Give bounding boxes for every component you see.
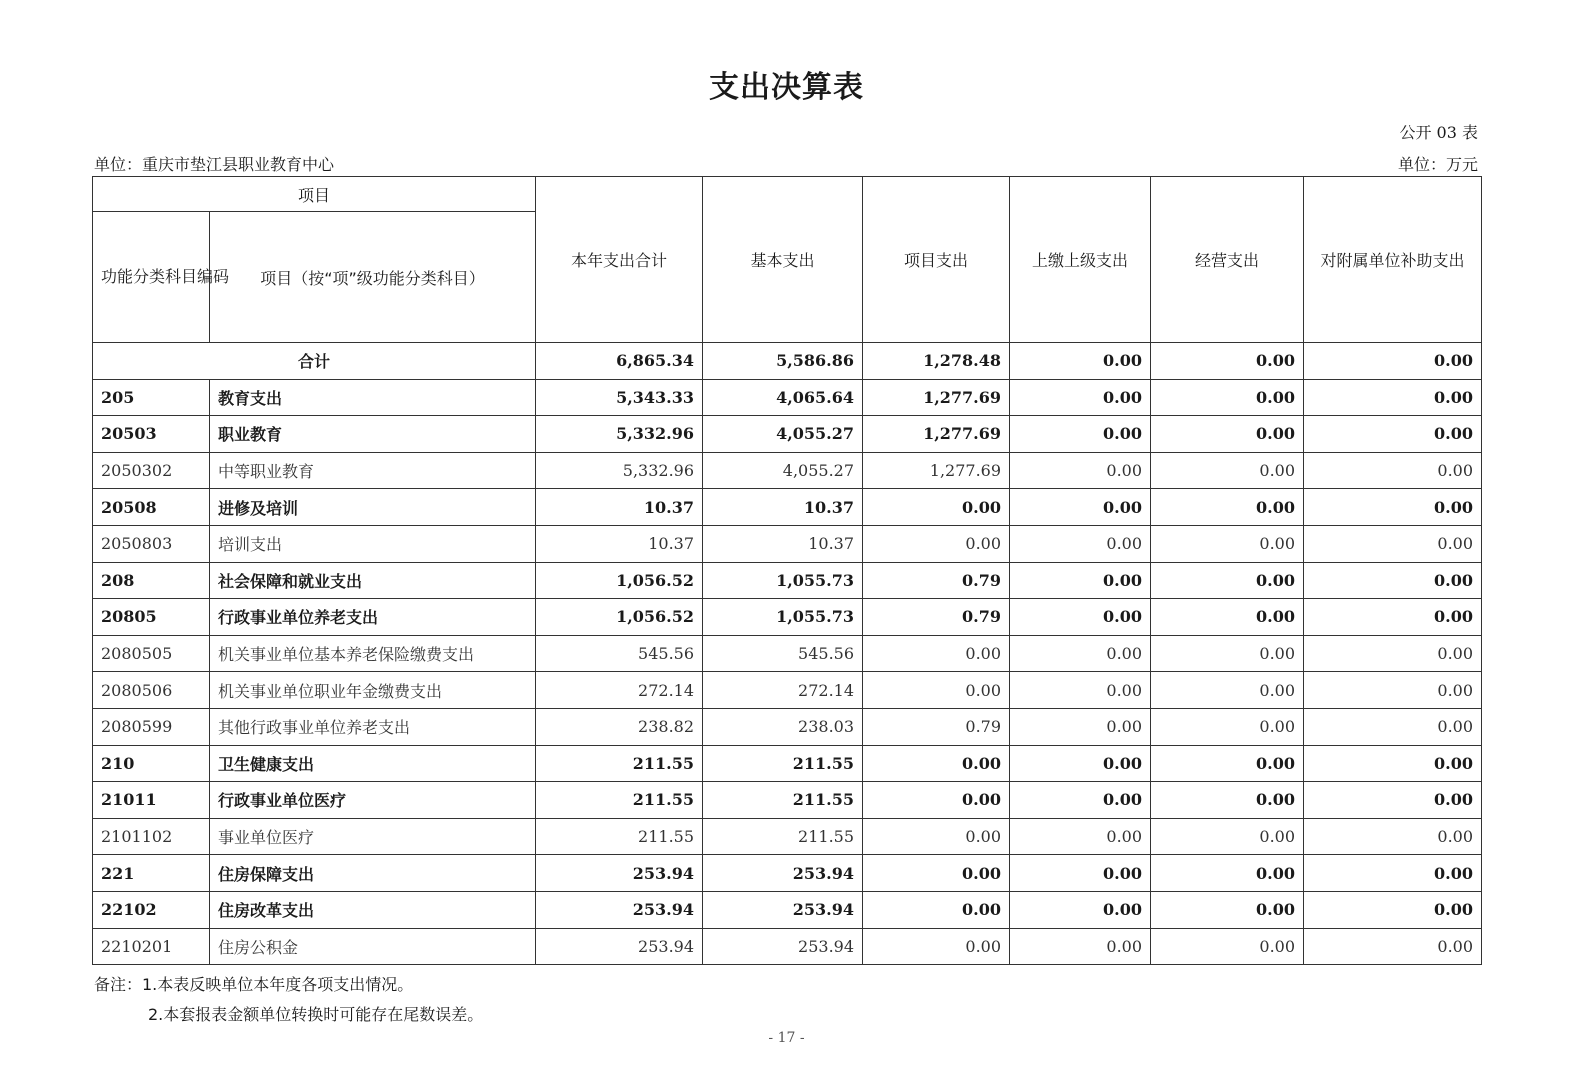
table-row: [93, 599, 1482, 636]
row-name: 住房保障支出: [210, 855, 536, 892]
row-value: 0.00: [1151, 635, 1304, 672]
row-value: 0.00: [1010, 452, 1151, 489]
row-value: 0.00: [1010, 525, 1151, 562]
total-label: 合计: [93, 343, 536, 380]
row-code: 2050302: [93, 452, 210, 489]
reporting-unit: 单位：重庆市垫江县职业教育中心: [94, 155, 335, 174]
table-row: [93, 928, 1482, 965]
row-value: 1,277.69: [863, 416, 1010, 453]
total-value: 5,586.86: [703, 343, 863, 380]
row-value: 253.94: [703, 891, 863, 928]
table-row: [93, 708, 1482, 745]
row-value: 5,343.33: [536, 379, 703, 416]
row-value: 1,277.69: [863, 452, 1010, 489]
row-value: 0.79: [863, 599, 1010, 636]
table-row: [93, 562, 1482, 599]
row-value: 0.00: [1010, 818, 1151, 855]
row-value: 0.00: [1010, 635, 1151, 672]
row-value: 10.37: [703, 489, 863, 526]
table-row: [93, 416, 1482, 453]
row-value: 0.00: [863, 745, 1010, 782]
table-row: [93, 672, 1482, 709]
row-name: 其他行政事业单位养老支出: [210, 708, 536, 745]
header-name: 项目（按“项”级功能分类科目）: [210, 212, 536, 343]
row-value: 545.56: [703, 635, 863, 672]
table-row: [93, 782, 1482, 819]
row-value: 0.00: [1010, 562, 1151, 599]
row-value: 1,277.69: [863, 379, 1010, 416]
table-row: [93, 489, 1482, 526]
row-value: 253.94: [536, 928, 703, 965]
row-value: 0.00: [1151, 525, 1304, 562]
header-total: 本年支出合计: [536, 177, 703, 343]
row-value: 0.00: [1151, 599, 1304, 636]
row-name: 住房改革支出: [210, 891, 536, 928]
row-code: 2210201: [93, 928, 210, 965]
row-value: 0.00: [1304, 782, 1482, 819]
row-value: 0.00: [1010, 782, 1151, 819]
row-value: 4,055.27: [703, 452, 863, 489]
page-title: 支出决算表: [709, 70, 864, 105]
row-value: 0.00: [1010, 416, 1151, 453]
row-value: 253.94: [703, 928, 863, 965]
row-value: 1,056.52: [536, 562, 703, 599]
table-row: [93, 745, 1482, 782]
row-value: 211.55: [536, 745, 703, 782]
row-value: 211.55: [536, 818, 703, 855]
table-row: [93, 891, 1482, 928]
row-value: 0.00: [1010, 891, 1151, 928]
row-value: 0.00: [863, 928, 1010, 965]
row-value: 0.00: [1304, 672, 1482, 709]
row-name: 住房公积金: [210, 928, 536, 965]
row-value: 0.00: [1151, 782, 1304, 819]
row-value: 0.00: [1151, 708, 1304, 745]
row-value: 253.94: [536, 891, 703, 928]
row-name: 机关事业单位基本养老保险缴费支出: [210, 635, 536, 672]
row-value: 0.00: [863, 489, 1010, 526]
row-value: 0.00: [1151, 379, 1304, 416]
row-value: 0.00: [1010, 599, 1151, 636]
row-value: 1,055.73: [703, 599, 863, 636]
row-value: 211.55: [703, 818, 863, 855]
header-code: 功能分类科目编码: [93, 212, 210, 343]
row-code: 20503: [93, 416, 210, 453]
row-value: 0.00: [1151, 745, 1304, 782]
row-value: 4,055.27: [703, 416, 863, 453]
row-code: 21011: [93, 782, 210, 819]
row-value: 0.00: [1304, 562, 1482, 599]
row-value: 0.00: [1151, 489, 1304, 526]
row-value: 0.00: [1151, 818, 1304, 855]
note-line: 2.本套报表金额单位转换时可能存在尾数误差。: [148, 1005, 484, 1024]
row-value: 0.00: [1010, 745, 1151, 782]
row-code: 22102: [93, 891, 210, 928]
row-name: 培训支出: [210, 525, 536, 562]
row-value: 0.00: [1304, 489, 1482, 526]
row-name: 卫生健康支出: [210, 745, 536, 782]
row-name: 职业教育: [210, 416, 536, 453]
header-upper: 上缴上级支出: [1010, 177, 1151, 343]
row-value: 0.79: [863, 708, 1010, 745]
row-value: 4,065.64: [703, 379, 863, 416]
row-value: 0.00: [1151, 672, 1304, 709]
row-value: 0.00: [1151, 928, 1304, 965]
row-value: 0.00: [863, 855, 1010, 892]
table-row: [93, 818, 1482, 855]
row-value: 5,332.96: [536, 452, 703, 489]
row-value: 0.00: [1151, 452, 1304, 489]
row-value: 0.00: [1010, 855, 1151, 892]
row-value: 545.56: [536, 635, 703, 672]
row-value: 238.82: [536, 708, 703, 745]
row-name: 机关事业单位职业年金缴费支出: [210, 672, 536, 709]
row-value: 0.00: [863, 635, 1010, 672]
row-value: 1,055.73: [703, 562, 863, 599]
row-value: 0.00: [1304, 379, 1482, 416]
row-name: 事业单位医疗: [210, 818, 536, 855]
row-name: 进修及培训: [210, 489, 536, 526]
row-value: 0.00: [1010, 489, 1151, 526]
row-value: 1,056.52: [536, 599, 703, 636]
row-value: 0.79: [863, 562, 1010, 599]
table-row: [93, 855, 1482, 892]
row-code: 2050803: [93, 525, 210, 562]
header-project: 项目支出: [863, 177, 1010, 343]
row-value: 10.37: [536, 489, 703, 526]
row-code: 221: [93, 855, 210, 892]
row-name: 行政事业单位养老支出: [210, 599, 536, 636]
total-row: [93, 343, 1482, 380]
row-code: 208: [93, 562, 210, 599]
row-name: 行政事业单位医疗: [210, 782, 536, 819]
row-value: 0.00: [1304, 818, 1482, 855]
row-value: 0.00: [1151, 891, 1304, 928]
header-business: 经营支出: [1151, 177, 1304, 343]
expenditure-table: [92, 176, 1482, 965]
notes: [94, 970, 483, 1030]
page-number: - 17 -: [768, 1030, 805, 1046]
row-value: 0.00: [1010, 708, 1151, 745]
row-value: 10.37: [703, 525, 863, 562]
header-item: 项目: [93, 177, 536, 212]
row-value: 0.00: [863, 818, 1010, 855]
row-value: 0.00: [863, 672, 1010, 709]
table-row: [93, 452, 1482, 489]
row-value: 0.00: [1304, 745, 1482, 782]
row-value: 253.94: [536, 855, 703, 892]
form-number: 公开 03 表: [1399, 123, 1478, 142]
row-value: 10.37: [536, 525, 703, 562]
row-name: 教育支出: [210, 379, 536, 416]
row-value: 0.00: [863, 782, 1010, 819]
row-value: 0.00: [1304, 891, 1482, 928]
row-value: 0.00: [1151, 855, 1304, 892]
row-value: 0.00: [1010, 672, 1151, 709]
row-code: 20508: [93, 489, 210, 526]
row-code: 2080599: [93, 708, 210, 745]
total-value: 0.00: [1151, 343, 1304, 380]
row-value: 0.00: [1151, 562, 1304, 599]
note-line: 备注：1.本表反映单位本年度各项支出情况。: [94, 975, 414, 994]
row-value: 0.00: [1304, 599, 1482, 636]
total-value: 1,278.48: [863, 343, 1010, 380]
row-code: 205: [93, 379, 210, 416]
total-value: 6,865.34: [536, 343, 703, 380]
row-value: 0.00: [863, 525, 1010, 562]
row-value: 0.00: [1304, 635, 1482, 672]
total-value: 0.00: [1010, 343, 1151, 380]
header-basic: 基本支出: [703, 177, 863, 343]
row-value: 5,332.96: [536, 416, 703, 453]
row-value: 238.03: [703, 708, 863, 745]
row-name: 社会保障和就业支出: [210, 562, 536, 599]
row-value: 0.00: [1304, 452, 1482, 489]
table-row: [93, 379, 1482, 416]
row-value: 0.00: [1304, 708, 1482, 745]
row-value: 211.55: [703, 782, 863, 819]
row-value: 0.00: [1304, 928, 1482, 965]
row-code: 2080505: [93, 635, 210, 672]
table-row: [93, 635, 1482, 672]
header-subsidy: 对附属单位补助支出: [1304, 177, 1482, 343]
total-value: 0.00: [1304, 343, 1482, 380]
row-code: 20805: [93, 599, 210, 636]
row-name: 中等职业教育: [210, 452, 536, 489]
table-row: [93, 525, 1482, 562]
row-value: 0.00: [1010, 379, 1151, 416]
row-value: 211.55: [703, 745, 863, 782]
row-value: 0.00: [1304, 855, 1482, 892]
row-value: 211.55: [536, 782, 703, 819]
row-value: 272.14: [536, 672, 703, 709]
row-value: 0.00: [1151, 416, 1304, 453]
row-value: 253.94: [703, 855, 863, 892]
row-value: 272.14: [703, 672, 863, 709]
row-value: 0.00: [1010, 928, 1151, 965]
row-value: 0.00: [863, 891, 1010, 928]
row-value: 0.00: [1304, 525, 1482, 562]
currency-unit: 单位：万元: [1397, 155, 1478, 174]
row-code: 2101102: [93, 818, 210, 855]
row-value: 0.00: [1304, 416, 1482, 453]
row-code: 210: [93, 745, 210, 782]
row-code: 2080506: [93, 672, 210, 709]
